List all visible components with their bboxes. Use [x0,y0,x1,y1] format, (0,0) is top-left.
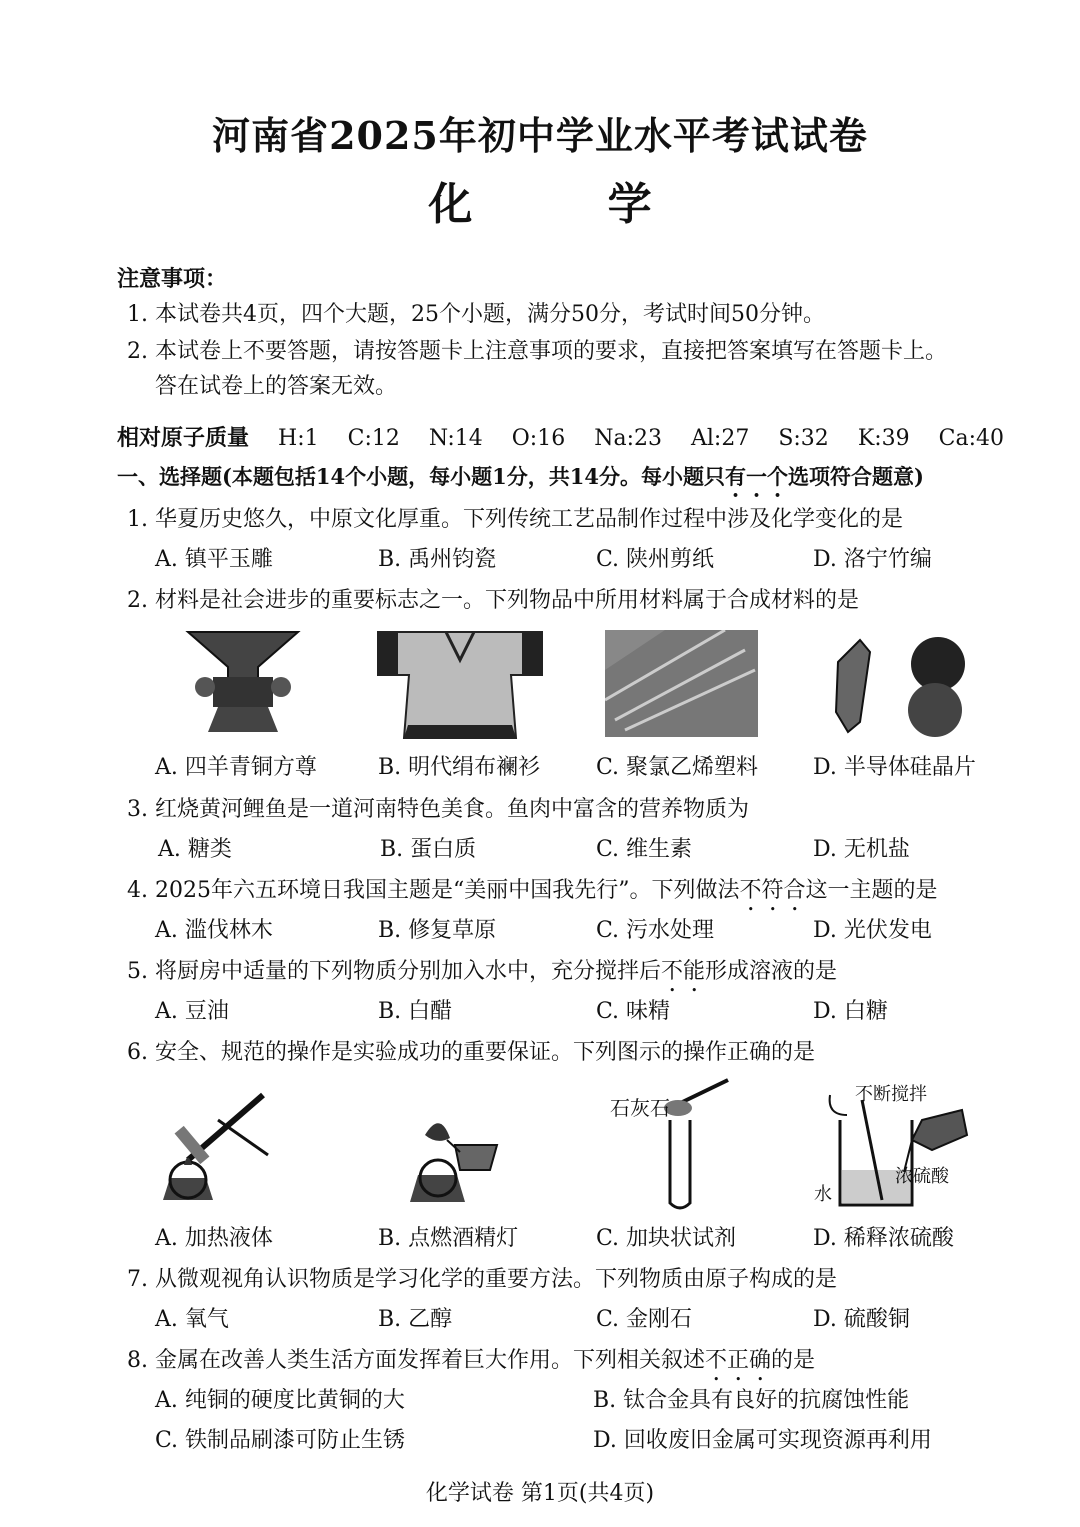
question-8-stem: 8. 金属在改善人类生活方面发挥着巨大作用。下列相关叙述不正确的是 [127,1348,816,1373]
q7-option-c[interactable]: C. 金刚石 [596,1307,693,1332]
q4-option-b[interactable]: B. 修复草原 [378,918,497,943]
atomic-mass-row [117,421,1026,452]
q8-option-d[interactable]: D. 回收废旧金属可实现资源再利用 [593,1428,932,1453]
subject-title: 化 学 [428,179,712,230]
atomic-mass-value: Ca:40 [938,426,1005,451]
q3-option-d[interactable]: D. 无机盐 [813,837,910,862]
q8-option-b[interactable]: B. 钛合金具有良好的抗腐蚀性能 [593,1388,910,1413]
note-item-2: 2. 本试卷上不要答题，请按答题卡上注意事项的要求，直接把答案填写在答题卡上。 [127,339,947,364]
section-heading: 一、选择题(本题包括14个小题，每小题1分，共14分。每小题只有一个选项符合题意) [117,464,924,489]
atomic-mass-value: O:16 [511,426,566,451]
label-limestone: 石灰石 [610,1096,670,1120]
q5-option-a[interactable]: A. 豆油 [155,999,229,1024]
q4-option-a[interactable]: A. 滥伐林木 [155,918,273,943]
note-item-1: 1. 本试卷共4页，四个大题，25个小题，满分50分，考试时间50分钟。 [127,302,825,327]
label-conc-sulfuric-acid: 浓硫酸 [895,1166,949,1187]
question-7-stem: 7. 从微观视角认识物质是学习化学的重要方法。下列物质由原子构成的是 [127,1267,837,1292]
notes-heading: 注意事项： [117,266,228,292]
q7-option-b[interactable]: B. 乙醇 [378,1307,453,1332]
q8-option-c[interactable]: C. 铁制品刷漆可防止生锈 [155,1428,406,1453]
q7-option-d[interactable]: D. 硫酸铜 [813,1307,910,1332]
question-6-stem: 6. 安全、规范的操作是实验成功的重要保证。下列图示的操作正确的是 [127,1040,815,1065]
q1-option-d[interactable]: D. 洛宁竹编 [813,547,932,572]
q1-option-b[interactable]: B. 禹州钧瓷 [378,547,497,572]
q6-option-c[interactable]: C. 加块状试剂 [596,1226,737,1251]
q6-option-b[interactable]: B. 点燃酒精灯 [378,1226,519,1251]
q2-option-c[interactable]: C. 聚氯乙烯塑料 [596,755,759,780]
exam-title: 河南省2025年初中学业水平考试试卷 [212,113,868,158]
q1-option-a[interactable]: A. 镇平玉雕 [155,547,273,572]
atomic-mass-value: S:32 [778,426,829,451]
question-2-stem: 2. 材料是社会进步的重要标志之一。下列物品中所用材料属于合成材料的是 [127,588,859,613]
question-1-stem: 1. 华夏历史悠久，中原文化厚重。下列传统工艺品制作过程中涉及化学变化的是 [127,507,903,532]
pvc-plastic-image [605,630,758,737]
note-item-2-continued: 答在试卷上的答案无效。 [155,374,398,399]
bronze-zun-image [183,627,303,735]
page-footer: 化学试卷 第1页(共4页) [425,1481,655,1506]
heating-liquid-image [158,1080,278,1210]
label-water: 水 [814,1184,832,1205]
q3-option-c[interactable]: C. 维生素 [596,837,693,862]
q3-option-b[interactable]: B. 蛋白质 [380,837,477,862]
q4-option-c[interactable]: C. 污水处理 [596,918,715,943]
atomic-mass-value: Na:23 [594,426,662,451]
q5-option-d[interactable]: D. 白糖 [813,999,888,1024]
q6-option-d[interactable]: D. 稀释浓硫酸 [813,1226,954,1251]
label-keep-stirring: 不断搅拌 [855,1084,927,1105]
atomic-mass-value: N:14 [428,426,483,451]
question-3-stem: 3. 红烧黄河鲤鱼是一道河南特色美食。鱼肉中富含的营养物质为 [127,797,749,822]
q4-option-d[interactable]: D. 光伏发电 [813,918,932,943]
question-4-stem: 4. 2025年六五环境日我国主题是“美丽中国我先行”。下列做法不符合这一主题的是 [127,878,938,903]
q3-option-a[interactable]: A. 糖类 [158,837,232,862]
q8-option-a[interactable]: A. 纯铜的硬度比黄铜的大 [155,1388,405,1413]
silicon-wafer-image [830,632,970,737]
q6-option-a[interactable]: A. 加热液体 [155,1226,273,1251]
atomic-mass-value: Al:27 [690,426,750,451]
q5-option-c[interactable]: C. 味精 [596,999,671,1024]
q7-option-a[interactable]: A. 氧气 [155,1307,229,1332]
q1-option-c[interactable]: C. 陕州剪纸 [596,547,715,572]
atomic-mass-value: C:12 [347,426,400,451]
ming-robe-image [376,630,544,740]
atomic-mass-value: K:39 [857,426,910,451]
q2-option-b[interactable]: B. 明代绢布襕衫 [378,755,541,780]
question-5-stem: 5. 将厨房中适量的下列物质分别加入水中，充分搅拌后不能形成溶液的是 [127,959,838,984]
atomic-mass-label: 相对原子质量 [117,425,250,451]
q2-option-a[interactable]: A. 四羊青铜方尊 [155,755,317,780]
q2-option-d[interactable]: D. 半导体硅晶片 [813,755,976,780]
atomic-mass-value: H:1 [278,426,319,451]
q5-option-b[interactable]: B. 白醋 [378,999,453,1024]
lighting-alcohol-lamp-image [405,1110,505,1210]
